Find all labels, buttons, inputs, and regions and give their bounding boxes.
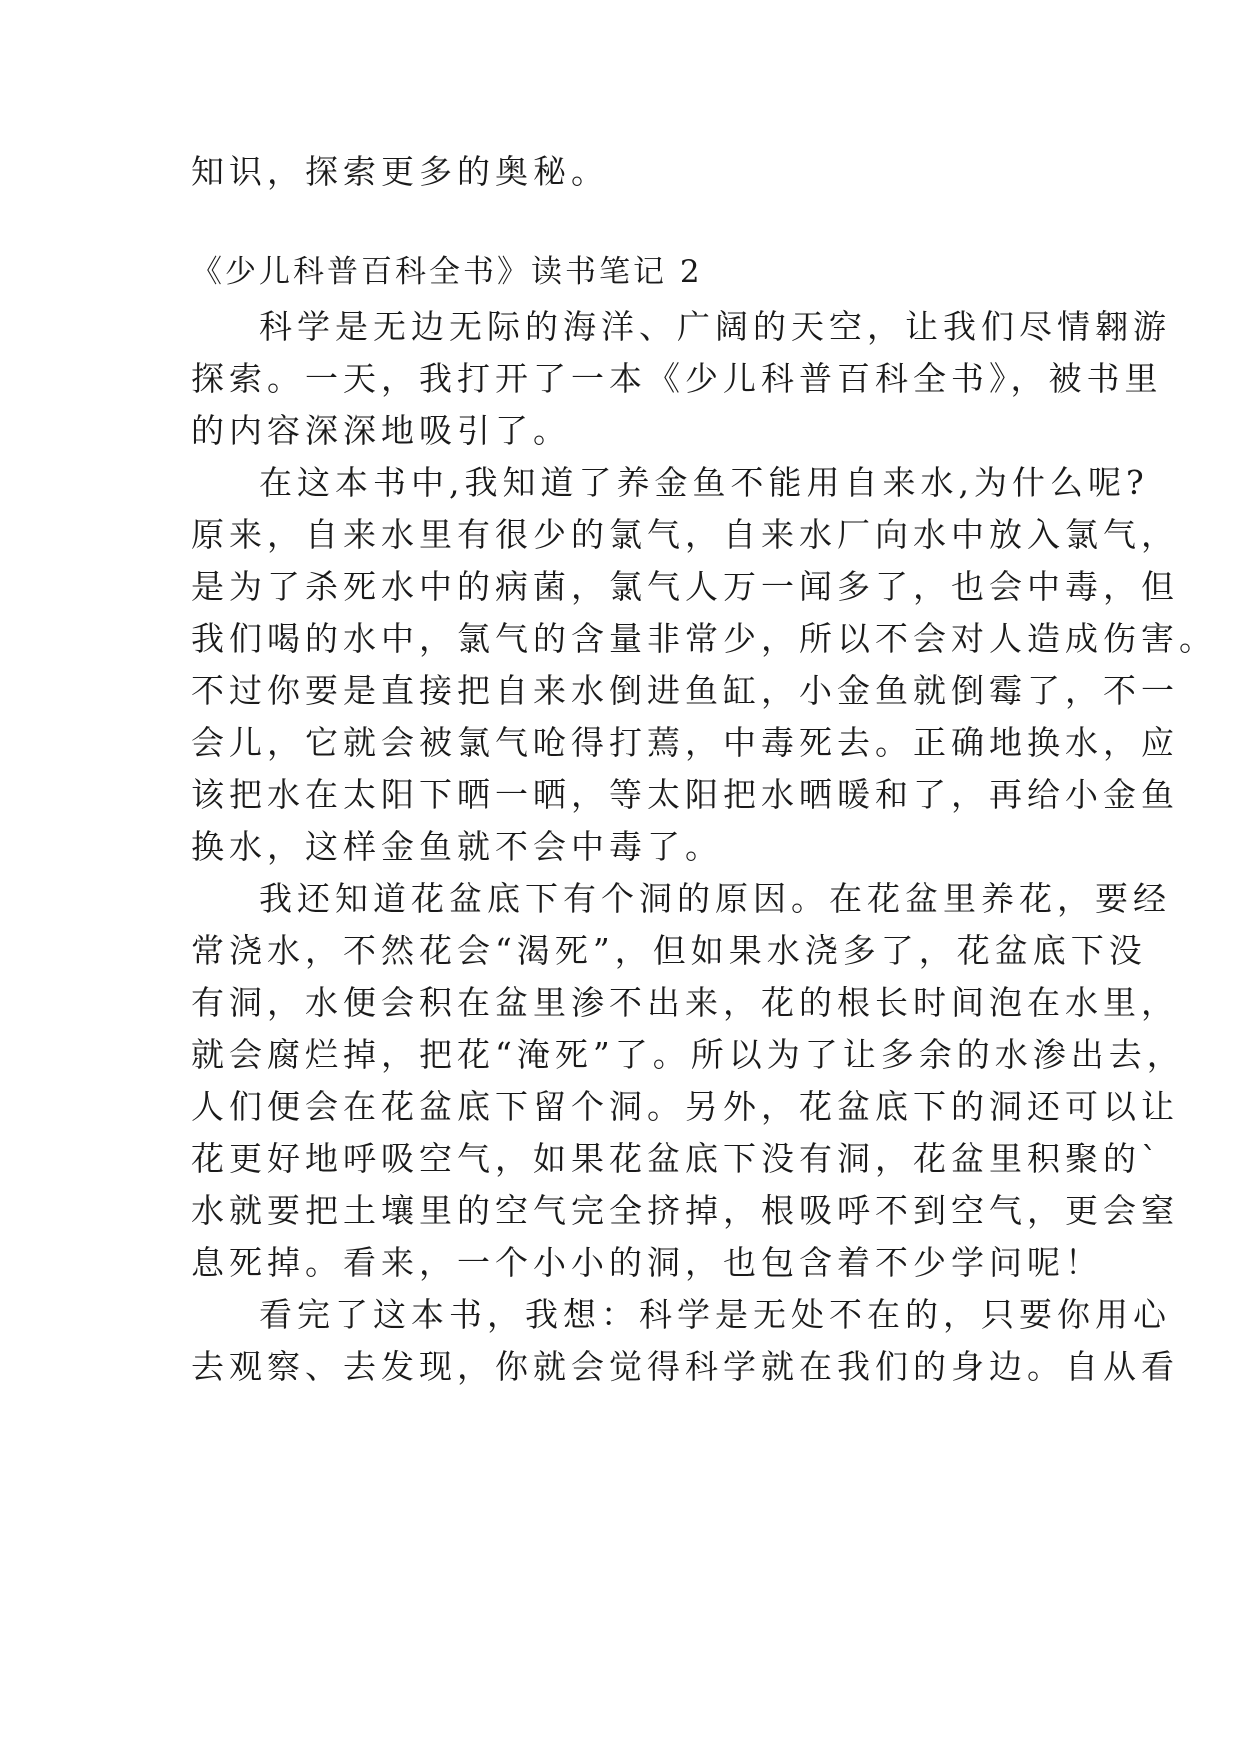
paragraph-3-line-6: 花更好地呼吸空气，如果花盆底下没有洞，花盆里积聚的` — [191, 1139, 1163, 1178]
paragraph-2-line-4: 我们喝的水中，氯气的含量非常少，所以不会对人造成伤害。 — [191, 619, 1217, 658]
paragraph-3-line-7: 水就要把土壤里的空气完全挤掉，根吸呼不到空气，更会窒 — [191, 1191, 1179, 1230]
paragraph-3-line-3: 有洞，水便会积在盆里渗不出来，花的根长时间泡在水里， — [191, 983, 1179, 1022]
paragraph-2-line-2: 原来，自来水里有很少的氯气，自来水厂向水中放入氯气， — [191, 515, 1179, 554]
paragraph-1-line-2: 探索。一天，我打开了一本《少儿科普百科全书》，被书里 — [191, 359, 1163, 398]
paragraph-4-line-2: 去观察、去发现，你就会觉得科学就在我们的身边。自从看 — [191, 1347, 1179, 1386]
paragraph-1-line-1: 科学是无边无际的海洋、广阔的天空，让我们尽情翱游 — [259, 307, 1171, 346]
paragraph-2-line-8: 换水，这样金鱼就不会中毒了。 — [191, 827, 723, 866]
paragraph-3-line-1: 我还知道花盆底下有个洞的原因。在花盆里养花，要经 — [259, 879, 1171, 918]
paragraph-3-line-2: 常浇水，不然花会“渴死”，但如果水浇多了，花盆底下没 — [191, 931, 1147, 970]
paragraph-3-line-8: 息死掉。看来，一个小小的洞，也包含着不少学问呢！ — [191, 1243, 1103, 1282]
paragraph-3-line-5: 人们便会在花盆底下留个洞。另外，花盆底下的洞还可以让 — [191, 1087, 1179, 1126]
paragraph-2-line-1: 在这本书中,我知道了养金鱼不能用自来水,为什么呢? — [259, 463, 1149, 502]
paragraph-2-line-5: 不过你要是直接把自来水倒进鱼缸，小金鱼就倒霉了，不一 — [191, 671, 1179, 710]
paragraph-1-line-3: 的内容深深地吸引了。 — [191, 411, 571, 450]
paragraph-2-line-3: 是为了杀死水中的病菌，氯气人万一闻多了，也会中毒，但 — [191, 567, 1179, 606]
paragraph-2-line-6: 会儿，它就会被氯气呛得打蔫，中毒死去。正确地换水，应 — [191, 723, 1179, 762]
section-title: 《少儿科普百科全书》读书笔记 2 — [191, 254, 703, 290]
paragraph-2-line-7: 该把水在太阳下晒一晒，等太阳把水晒暖和了，再给小金鱼 — [191, 775, 1179, 814]
paragraph-4-line-1: 看完了这本书，我想：科学是无处不在的，只要你用心 — [259, 1295, 1171, 1334]
carryover-line-1: 知识，探索更多的奥秘。 — [191, 152, 609, 191]
paragraph-3-line-4: 就会腐烂掉，把花“淹死”了。所以为了让多余的水渗出去， — [191, 1035, 1185, 1074]
